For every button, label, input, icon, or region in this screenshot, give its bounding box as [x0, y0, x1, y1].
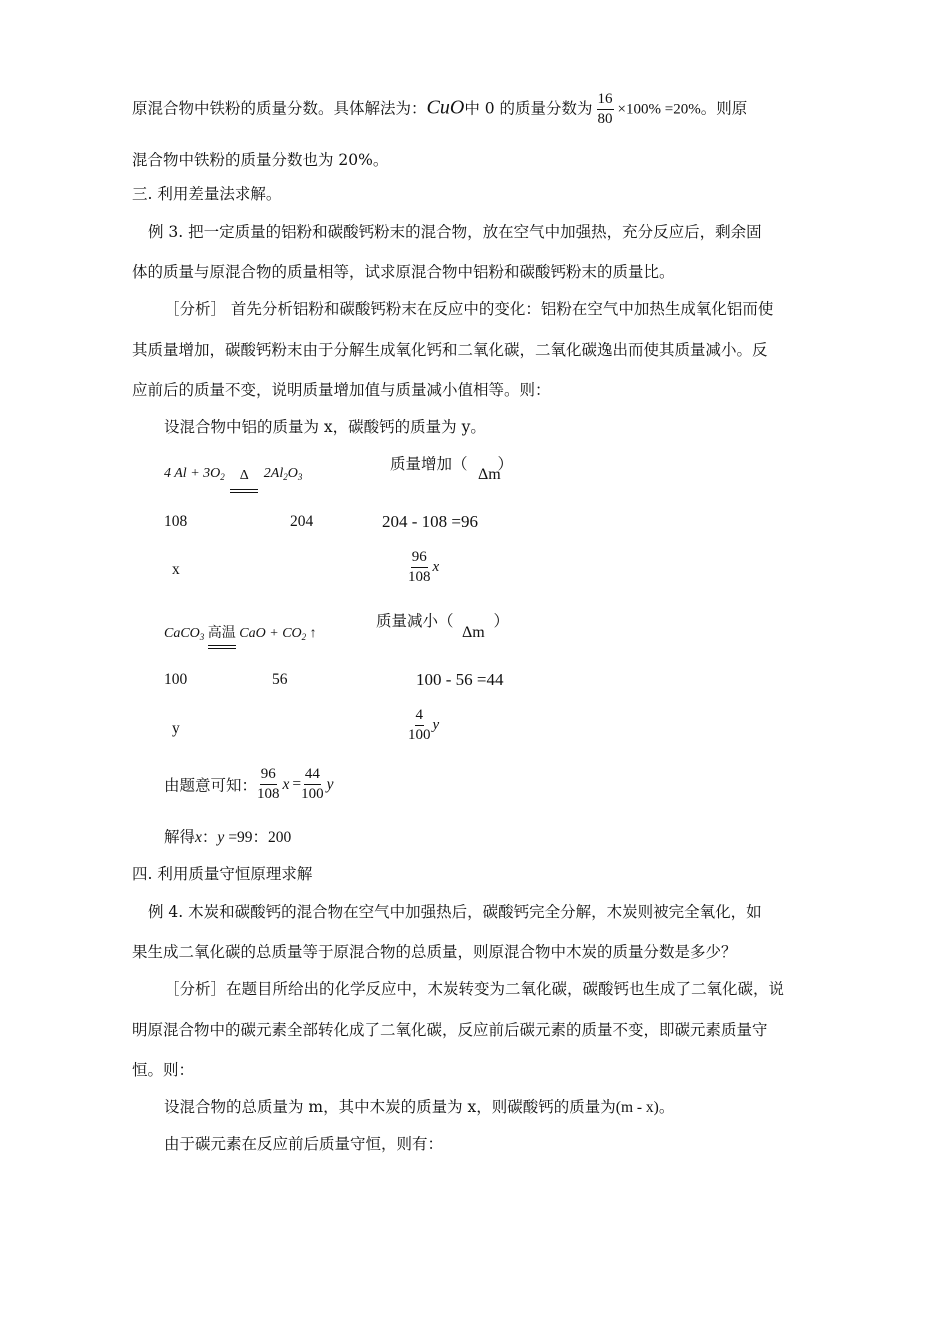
variable: y: [326, 775, 334, 793]
equals: =: [292, 775, 302, 793]
label: 质量增加（: [390, 455, 468, 473]
numerator: 44: [304, 767, 321, 785]
molar-mass: 100: [164, 671, 188, 688]
text: 。则原: [700, 99, 748, 118]
molar-mass: 56: [272, 671, 288, 688]
analysis-line: 明原混合物中的碳元素全部转化成了二氧化碳，反应前后碳元素的质量不变，即碳元素质量守: [132, 1021, 768, 1039]
analysis-line: 恒。则：: [132, 1061, 195, 1079]
label: 质量减小（: [376, 612, 454, 630]
plus: + 3: [190, 466, 211, 481]
denominator: 80: [597, 111, 613, 127]
text: 中 0 的质量分数为: [464, 99, 593, 118]
analysis-line: [164, 1097, 674, 1118]
example-line: 体的质量与原混合物的质量相等，试求原混合物中铝粉和碳酸钙粉末的质量比。: [132, 263, 675, 281]
fraction-expression: [408, 708, 439, 743]
text: 。: [658, 1098, 675, 1116]
fraction: [408, 708, 431, 743]
paragraph-line: 混合物中铁粉的质量分数也为 20%。: [132, 151, 389, 169]
ratio-value: =99：200: [228, 829, 292, 846]
variable: y: [217, 829, 225, 846]
numerator: 96: [260, 767, 277, 785]
molar-mass: 108: [164, 513, 188, 530]
colon: ：: [201, 828, 218, 846]
formula: CaCO: [164, 626, 200, 641]
numerator: 4: [415, 708, 425, 726]
subscript: 3: [297, 472, 303, 482]
variable-y: y: [172, 720, 180, 737]
paragraph-line: [132, 92, 747, 127]
delta-symbol: Δ: [239, 468, 249, 483]
fraction-expression: [408, 550, 439, 585]
element: Al: [270, 466, 284, 481]
analysis-line: ［分析］在题目所给出的化学反应中，木炭转变为二氧化碳，碳酸钙也生成了二氧化碳，说: [164, 980, 785, 998]
reaction-equation-2: [164, 622, 317, 642]
numerator: 16: [597, 92, 614, 110]
formula-cuo: CuO: [426, 96, 465, 119]
denominator: 100: [301, 786, 324, 802]
fraction: [597, 92, 614, 127]
fraction: [408, 550, 431, 585]
variable: x: [432, 558, 440, 575]
text: 原混合物中铁粉的质量分数。具体解法为：: [132, 99, 427, 118]
text: 设混合物的总质量为 m，其中木炭的质量为 x，则碳酸钙的质量为: [164, 1098, 616, 1116]
delta-m: Δm: [462, 624, 485, 641]
element: O: [210, 466, 221, 481]
variable-x: x: [172, 561, 180, 578]
subscript: 2: [301, 632, 307, 642]
math-expression: (m - x): [615, 1099, 659, 1116]
element: Al: [174, 466, 187, 481]
variable: x: [282, 775, 290, 793]
math-expression: ×100% =20%: [617, 101, 701, 118]
formula: CO: [282, 626, 302, 641]
section-heading: 三. 利用差量法求解。: [132, 185, 282, 203]
example-line: 例 4. 木炭和碳酸钙的混合物在空气中加强热后，碳酸钙完全分解，木炭则被完全氧化，如: [148, 903, 762, 921]
example-line: 例 3. 把一定质量的铝粉和碳酸钙粉末的混合物，放在空气中加强热，充分反应后，剩余固: [148, 223, 762, 241]
fraction: [301, 767, 324, 802]
difference: 204 - 108 =96: [382, 512, 478, 531]
solution-line: [164, 827, 291, 848]
coef: 4: [164, 466, 171, 481]
variable: y: [432, 716, 440, 733]
example-line: 果生成二氧化碳的总质量等于原混合物的总质量，则原混合物中木炭的质量分数是多少？: [132, 943, 737, 961]
fraction: [257, 767, 280, 802]
subscript: 3: [199, 632, 205, 642]
label: ）: [497, 455, 514, 473]
denominator: 100: [408, 727, 431, 743]
molar-mass: 204: [290, 513, 314, 530]
condition-label: 高温: [207, 625, 236, 641]
formula: CaO: [239, 626, 266, 641]
gas-arrow: ↑: [309, 626, 317, 641]
reaction-equation-1: [164, 466, 302, 482]
difference: 100 - 56 =44: [416, 670, 504, 689]
denominator: 108: [408, 569, 431, 585]
analysis-line: 其质量增加，碳酸钙粉末由于分解生成氧化钙和二氧化碳，二氧化碳逸出而使其质量减小。反: [132, 341, 768, 359]
analysis-line: 设混合物中铝的质量为 x，碳酸钙的质量为 y。: [164, 418, 486, 436]
numerator: 96: [411, 550, 428, 568]
element: O: [287, 466, 298, 481]
delta-m: Δm: [478, 466, 501, 483]
coef: 2: [263, 466, 271, 481]
subscript: 2: [283, 472, 288, 482]
denominator: 108: [257, 786, 280, 802]
label: ）: [493, 612, 510, 630]
equation-line: [164, 767, 334, 802]
section-heading: 四. 利用质量守恒原理求解: [132, 865, 313, 883]
analysis-line: 应前后的质量不变，说明质量增加值与质量减小值相等。则：: [132, 381, 551, 399]
subscript: 2: [220, 472, 225, 482]
condition-arrow: [208, 622, 236, 642]
label: 由题意可知：: [164, 776, 258, 795]
variable: x: [195, 829, 202, 846]
mass-decrease-label: [376, 611, 509, 631]
analysis-line: 由于碳元素在反应前后质量守恒，则有：: [164, 1135, 444, 1153]
label: 解得: [164, 828, 196, 846]
plus: +: [269, 626, 279, 641]
analysis-line: ［分析］ 首先分析铝粉和碳酸钙粉末在反应中的变化：铝粉在空气中加热生成氧化铝而使: [164, 300, 774, 318]
